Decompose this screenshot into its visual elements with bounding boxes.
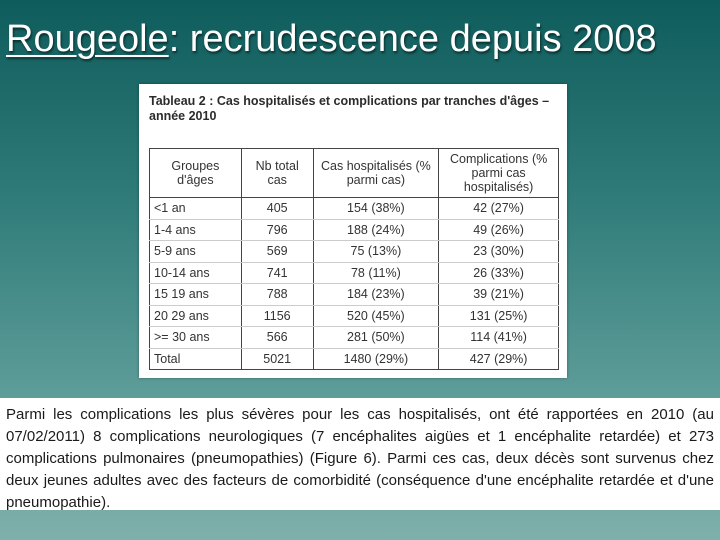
cell-hospitalized: 188 (24%) <box>313 219 439 241</box>
header-hospitalized: Cas hospitalisés (% parmi cas) <box>313 149 439 198</box>
table-image-panel <box>139 84 567 378</box>
cell-age: 1-4 ans <box>150 219 242 241</box>
cell-age: >= 30 ans <box>150 327 242 349</box>
cell-total: 405 <box>241 198 313 220</box>
table-row <box>150 241 559 263</box>
cell-hospitalized: 78 (11%) <box>313 262 439 284</box>
slide-title <box>6 18 714 61</box>
cell-complications: 26 (33%) <box>439 262 559 284</box>
title-keyword: Rougeole <box>6 18 169 60</box>
table-caption: Tableau 2 : Cas hospitalisés et complications par tranches d'âges – année 2010 <box>149 94 550 123</box>
complications-paragraph: Parmi les complications les plus sévères pour les cas hospitalisés, ont été rapportées en 2010 (au 07/02/2011) 8 complications neurologiques (7 encéphalites aigües et 1 encéphalite retardée) et 273 complications pulmonaires (pneumopathies) (Figure 6). Parmi ces cas, deux décès sont survenus chez deux jeunes adultes avec des facteurs de comorbidité (conséquence d'une encéphalite retardée et d'une pneumopathie). <box>6 406 714 511</box>
table-row <box>150 305 559 327</box>
table-row <box>150 327 559 349</box>
cell-complications: 42 (27%) <box>439 198 559 220</box>
cell-hospitalized: 1480 (29%) <box>313 348 439 370</box>
cell-complications: 114 (41%) <box>439 327 559 349</box>
cell-age: 10-14 ans <box>150 262 242 284</box>
table-total-row <box>150 348 559 370</box>
header-total-cases: Nb total cas <box>241 149 313 198</box>
cell-complications: 49 (26%) <box>439 219 559 241</box>
cell-hospitalized: 281 (50%) <box>313 327 439 349</box>
cell-complications: 23 (30%) <box>439 241 559 263</box>
cell-total: 569 <box>241 241 313 263</box>
header-complications: Complications (% parmi cas hospitalisés) <box>439 149 559 198</box>
title-rest: : recrudescence depuis 2008 <box>168 18 657 60</box>
text-excerpt-panel <box>0 398 720 510</box>
cell-total: 5021 <box>241 348 313 370</box>
header-age-group: Groupes d'âges <box>150 149 242 198</box>
table-row <box>150 284 559 306</box>
table-header-row <box>150 149 559 198</box>
cell-total: 1156 <box>241 305 313 327</box>
cell-complications: 131 (25%) <box>439 305 559 327</box>
cell-age: 5-9 ans <box>150 241 242 263</box>
cell-age: 20 29 ans <box>150 305 242 327</box>
cell-complications: 39 (21%) <box>439 284 559 306</box>
hospitalization-table <box>149 148 559 370</box>
table-row <box>150 219 559 241</box>
table-row <box>150 262 559 284</box>
table-row <box>150 198 559 220</box>
cell-age: <1 an <box>150 198 242 220</box>
cell-age: 15 19 ans <box>150 284 242 306</box>
cell-hospitalized: 520 (45%) <box>313 305 439 327</box>
cell-hospitalized: 154 (38%) <box>313 198 439 220</box>
cell-total: 741 <box>241 262 313 284</box>
cell-total-label: Total <box>150 348 242 370</box>
cell-hospitalized: 184 (23%) <box>313 284 439 306</box>
cell-total: 566 <box>241 327 313 349</box>
cell-complications: 427 (29%) <box>439 348 559 370</box>
cell-hospitalized: 75 (13%) <box>313 241 439 263</box>
cell-total: 788 <box>241 284 313 306</box>
cell-total: 796 <box>241 219 313 241</box>
